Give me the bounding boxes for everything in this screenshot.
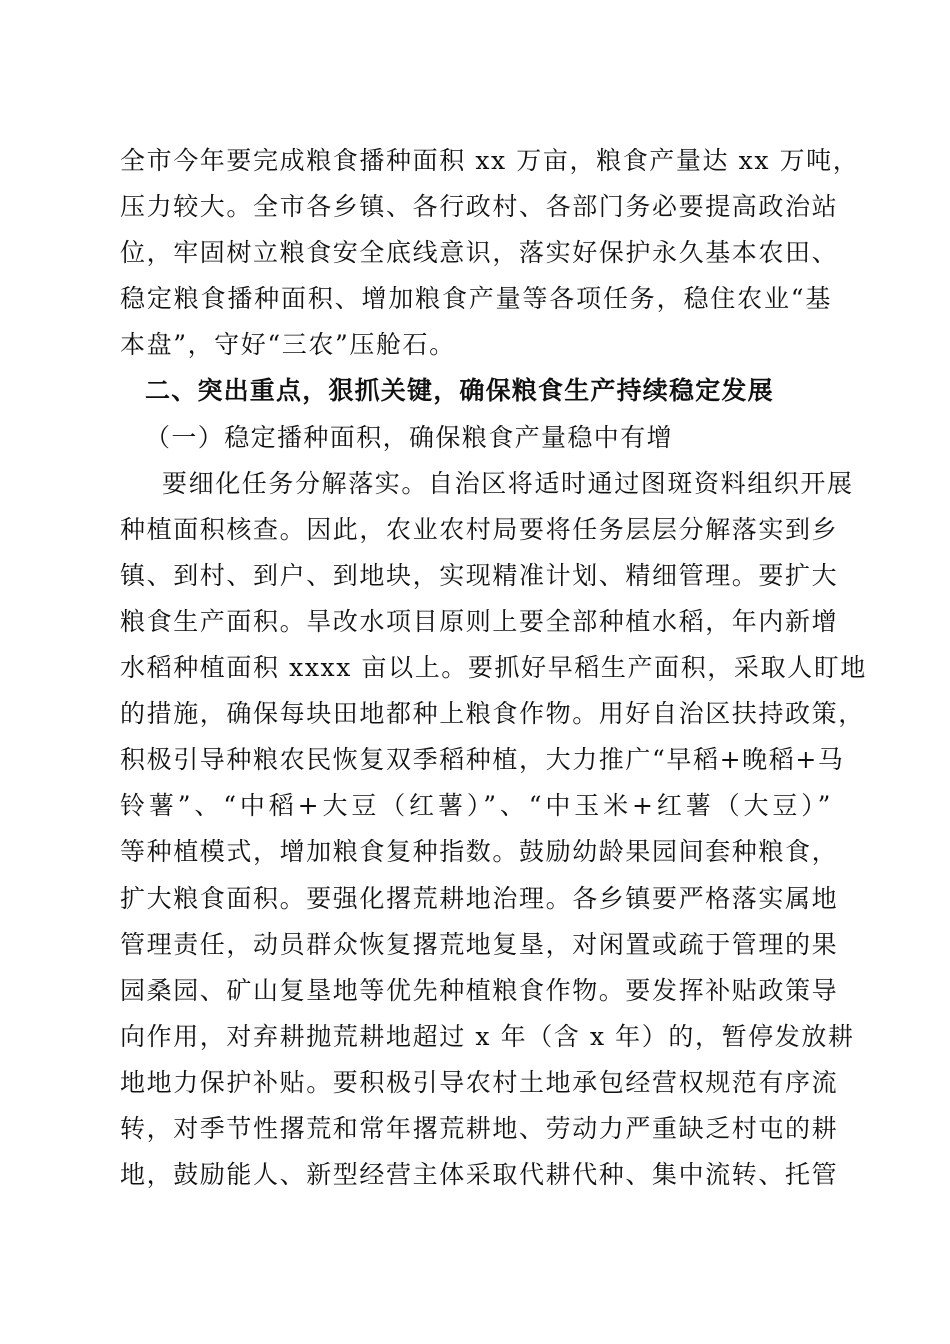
- paragraph-line: 积极引导种粮农民恢复双季稻种植，大力推广“早稻+晚稻+马: [120, 745, 845, 775]
- paragraph-line: 转，对季节性撂荒和常年撂荒耕地、劳动力严重缺乏村屯的耕: [120, 1113, 839, 1143]
- paragraph-line: 稳定粮食播种面积、增加粮食产量等各项任务，稳住农业“基: [120, 284, 832, 314]
- paragraph-line: 铃薯”、“中稻+大豆（红薯）”、“中玉米+红薯（大豆）”: [120, 791, 832, 821]
- paragraph-line: 等种植模式，增加粮食复种指数。鼓励幼龄果园间套种粮食，: [120, 837, 839, 867]
- paragraph-line: 本盘”，守好“三农”压舱石。: [120, 330, 456, 360]
- paragraph-line: 位，牢固树立粮食安全底线意识，落实好保护永久基本农田、: [120, 238, 839, 268]
- paragraph-line: 向作用，对弃耕抛荒耕地超过 x 年（含 x 年）的，暂停发放耕: [120, 1021, 855, 1051]
- paragraph-line: 粮食生产面积。旱改水项目原则上要全部种植水稻，年内新增: [120, 606, 839, 636]
- paragraph-line: 的措施，确保每块田地都种上粮食作物。用好自治区扶持政策，: [120, 699, 865, 729]
- document-page: [120, 138, 867, 1198]
- paragraph-line: 种植面积核查。因此，农业农村局要将任务层层分解落实到乡: [120, 514, 839, 544]
- paragraph-line: 地，鼓励能人、新型经营主体采取代耕代种、集中流转、托管: [120, 1160, 839, 1190]
- paragraph-line: 地地力保护补贴。要积极引导农村土地承包经营权规范有序流: [120, 1067, 839, 1097]
- paragraph-line: 要细化任务分解落实。自治区将适时通过图斑资料组织开展: [162, 468, 854, 498]
- paragraph-line: 园桑园、矿山复垦地等优先种植粮食作物。要发挥补贴政策导: [120, 975, 839, 1005]
- paragraph-line: 水稻种植面积 xxxx 亩以上。要抓好早稻生产面积，采取人盯地: [120, 653, 867, 683]
- subsection-heading: （一）稳定播种面积，确保粮食产量稳中有增: [145, 422, 674, 452]
- paragraph-planting-area: [120, 461, 867, 1199]
- section-heading: 二、突出重点，狠抓关键，确保粮食生产持续稳定发展: [145, 376, 774, 406]
- paragraph-line: 全市今年要完成粮食播种面积 xx 万亩，粮食产量达 xx 万吨，: [120, 146, 860, 175]
- paragraph-grain-targets: [120, 138, 860, 368]
- paragraph-line: 管理责任，动员群众恢复撂荒地复垦，对闲置或疏于管理的果: [120, 929, 839, 959]
- paragraph-line: 压力较大。全市各乡镇、各行政村、各部门务必要提高政治站: [120, 192, 839, 222]
- paragraph-line: 扩大粮食面积。要强化撂荒耕地治理。各乡镇要严格落实属地: [120, 883, 839, 913]
- paragraph-line: 镇、到村、到户、到地块，实现精准计划、精细管理。要扩大: [120, 560, 839, 590]
